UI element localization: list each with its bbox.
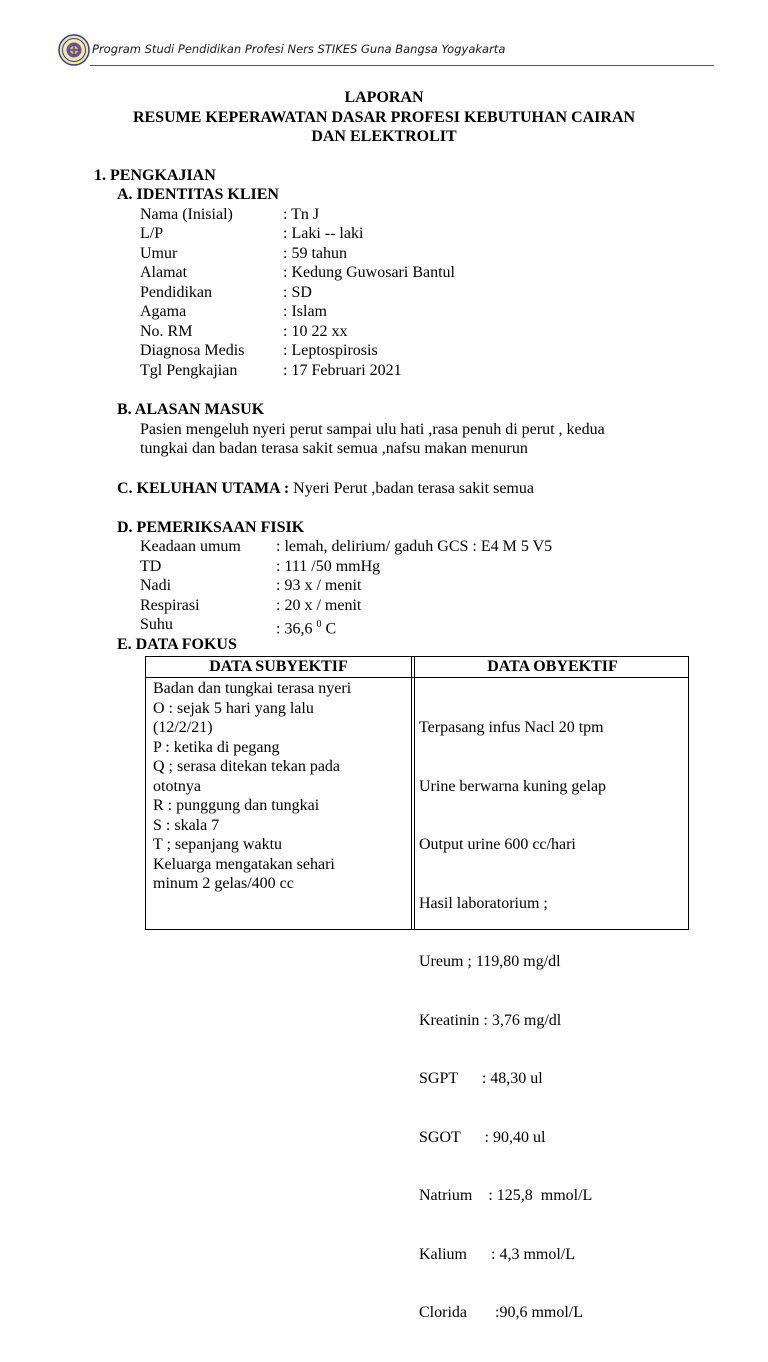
- fisik-label: TD: [140, 558, 162, 575]
- subyektif-item: O : sejak 5 hari yang lalu: [153, 699, 314, 717]
- institution-logo-icon: [58, 34, 90, 66]
- subyektif-item: R : punggung dan tungkai: [153, 797, 320, 814]
- obyektif-item: Ureum ; 119,80 mg/dl: [419, 953, 561, 970]
- identitas-value: : SD: [283, 284, 312, 301]
- identitas-label: Tgl Pengkajian: [140, 362, 238, 379]
- section-pengkajian-heading: 1. PENGKAJIAN: [94, 167, 216, 184]
- subyektif-item: Q ; serasa ditekan tekan pada: [153, 758, 341, 775]
- report-subtitle-line-2: DAN ELEKTROLIT: [311, 128, 457, 145]
- obyektif-item: Output urine 600 cc/hari: [419, 836, 576, 853]
- identitas-value: : Laki -- laki: [283, 225, 364, 242]
- obyektif-item: Terpasang infus Nacl 20 tpm: [419, 719, 604, 736]
- keluhan-heading: C. KELUHAN UTAMA :: [117, 480, 290, 497]
- fisik-value: : 111 /50 mmHg: [276, 558, 381, 575]
- obyektif-item: Kreatinin : 3,76 mg/dl: [419, 1011, 562, 1029]
- alasan-heading: B. ALASAN MASUK: [117, 401, 265, 418]
- identitas-label: Diagnosa Medis: [140, 342, 245, 359]
- fisik-label: Suhu: [140, 616, 173, 633]
- fisik-value: : 20 x / menit: [276, 597, 362, 614]
- subyektif-item: S : skala 7: [153, 816, 220, 834]
- fisik-value-suhu: [276, 615, 336, 639]
- identitas-label: Alamat: [140, 264, 188, 281]
- identitas-value: : 17 Februari 2021: [283, 362, 402, 379]
- identitas-heading: A. IDENTITAS KLIEN: [117, 186, 279, 203]
- table-column-divider: [414, 657, 415, 929]
- document-header: [54, 34, 714, 68]
- header-divider: [90, 65, 714, 66]
- fisik-heading: D. PEMERIKSAAN FISIK: [117, 519, 305, 536]
- fisik-value: : 93 x / menit: [276, 577, 362, 594]
- keluhan-text: Nyeri Perut ,badan terasa sakit semua: [289, 480, 534, 497]
- identitas-label: L/P: [140, 225, 164, 242]
- obyektif-item: Natrium : 125,8 mmol/L: [419, 1187, 593, 1204]
- fisik-label: Keadaan umum: [140, 538, 241, 555]
- fisik-value: : lemah, delirium/ gaduh GCS : E4 M 5 V5: [276, 538, 553, 555]
- subyektif-item: P : ketika di pegang: [153, 738, 280, 756]
- obyektif-item: SGPT : 48,30 ul: [419, 1070, 543, 1087]
- subyektif-item: ototnya: [153, 777, 201, 795]
- keluhan-line: [117, 479, 534, 499]
- subyektif-item: Badan dan tungkai terasa nyeri: [153, 680, 352, 697]
- degree-superscript: 0: [316, 619, 322, 630]
- fisik-label: Nadi: [140, 577, 172, 594]
- identitas-value: : 10 22 xx: [283, 323, 348, 340]
- subyektif-item: Keluarga mengatakan sehari: [153, 855, 335, 873]
- identitas-label: Umur: [140, 245, 178, 262]
- identitas-value: : Leptospirosis: [283, 342, 378, 359]
- alasan-text-line-1: Pasien mengeluh nyeri perut sampai ulu hati ,rasa penuh di perut , kedua: [140, 421, 605, 438]
- suhu-number: : 36,6: [276, 620, 313, 638]
- identitas-value: : Kedung Guwosari Bantul: [283, 264, 455, 281]
- obyektif-item: SGOT : 90,40 ul: [419, 1128, 546, 1146]
- table-column-divider: [411, 657, 412, 929]
- obyektif-item: Kalium : 4,3 mmol/L: [419, 1245, 575, 1263]
- identitas-label: Agama: [140, 303, 187, 320]
- obyektif-item: Clorida :90,6 mmol/L: [419, 1304, 583, 1321]
- obyektif-item: Hasil laboratorium ;: [419, 894, 548, 912]
- subyektif-column-header: DATA SUBYEKTIF: [209, 658, 348, 675]
- institution-name: Program Studi Pendidikan Profesi Ners STIKES Guna Bangsa Yogyakarta: [92, 42, 506, 56]
- report-subtitle-line-1: RESUME KEPERAWATAN DASAR PROFESI KEBUTUHAN CAIRAN: [132, 109, 636, 126]
- data-fokus-table: [145, 656, 689, 1321]
- obyektif-list: [419, 679, 606, 1362]
- identitas-value: : 59 tahun: [283, 245, 347, 262]
- identitas-label: Nama (Inisial): [140, 206, 233, 223]
- subyektif-list: [153, 679, 351, 894]
- obyektif-item: Urine berwarna kuning gelap: [419, 777, 607, 795]
- subyektif-item: T ; sepanjang waktu: [153, 836, 283, 853]
- identitas-label: No. RM: [140, 323, 193, 340]
- fokus-heading: E. DATA FOKUS: [117, 636, 237, 653]
- identitas-value: : Islam: [283, 303, 327, 320]
- identitas-label: Pendidikan: [140, 284, 212, 301]
- subyektif-item: minum 2 gelas/400 cc: [153, 875, 294, 892]
- obyektif-column-header: DATA OBYEKTIF: [487, 658, 618, 675]
- table-header-divider: [146, 677, 688, 678]
- report-title: LAPORAN: [344, 89, 424, 106]
- suhu-unit: C: [321, 620, 337, 638]
- subyektif-item: (12/2/21): [153, 719, 213, 736]
- alasan-text-line-2: tungkai dan badan terasa sakit semua ,nafsu makan menurun: [140, 440, 528, 457]
- fisik-label: Respirasi: [140, 597, 200, 614]
- identitas-value: : Tn J: [283, 206, 320, 223]
